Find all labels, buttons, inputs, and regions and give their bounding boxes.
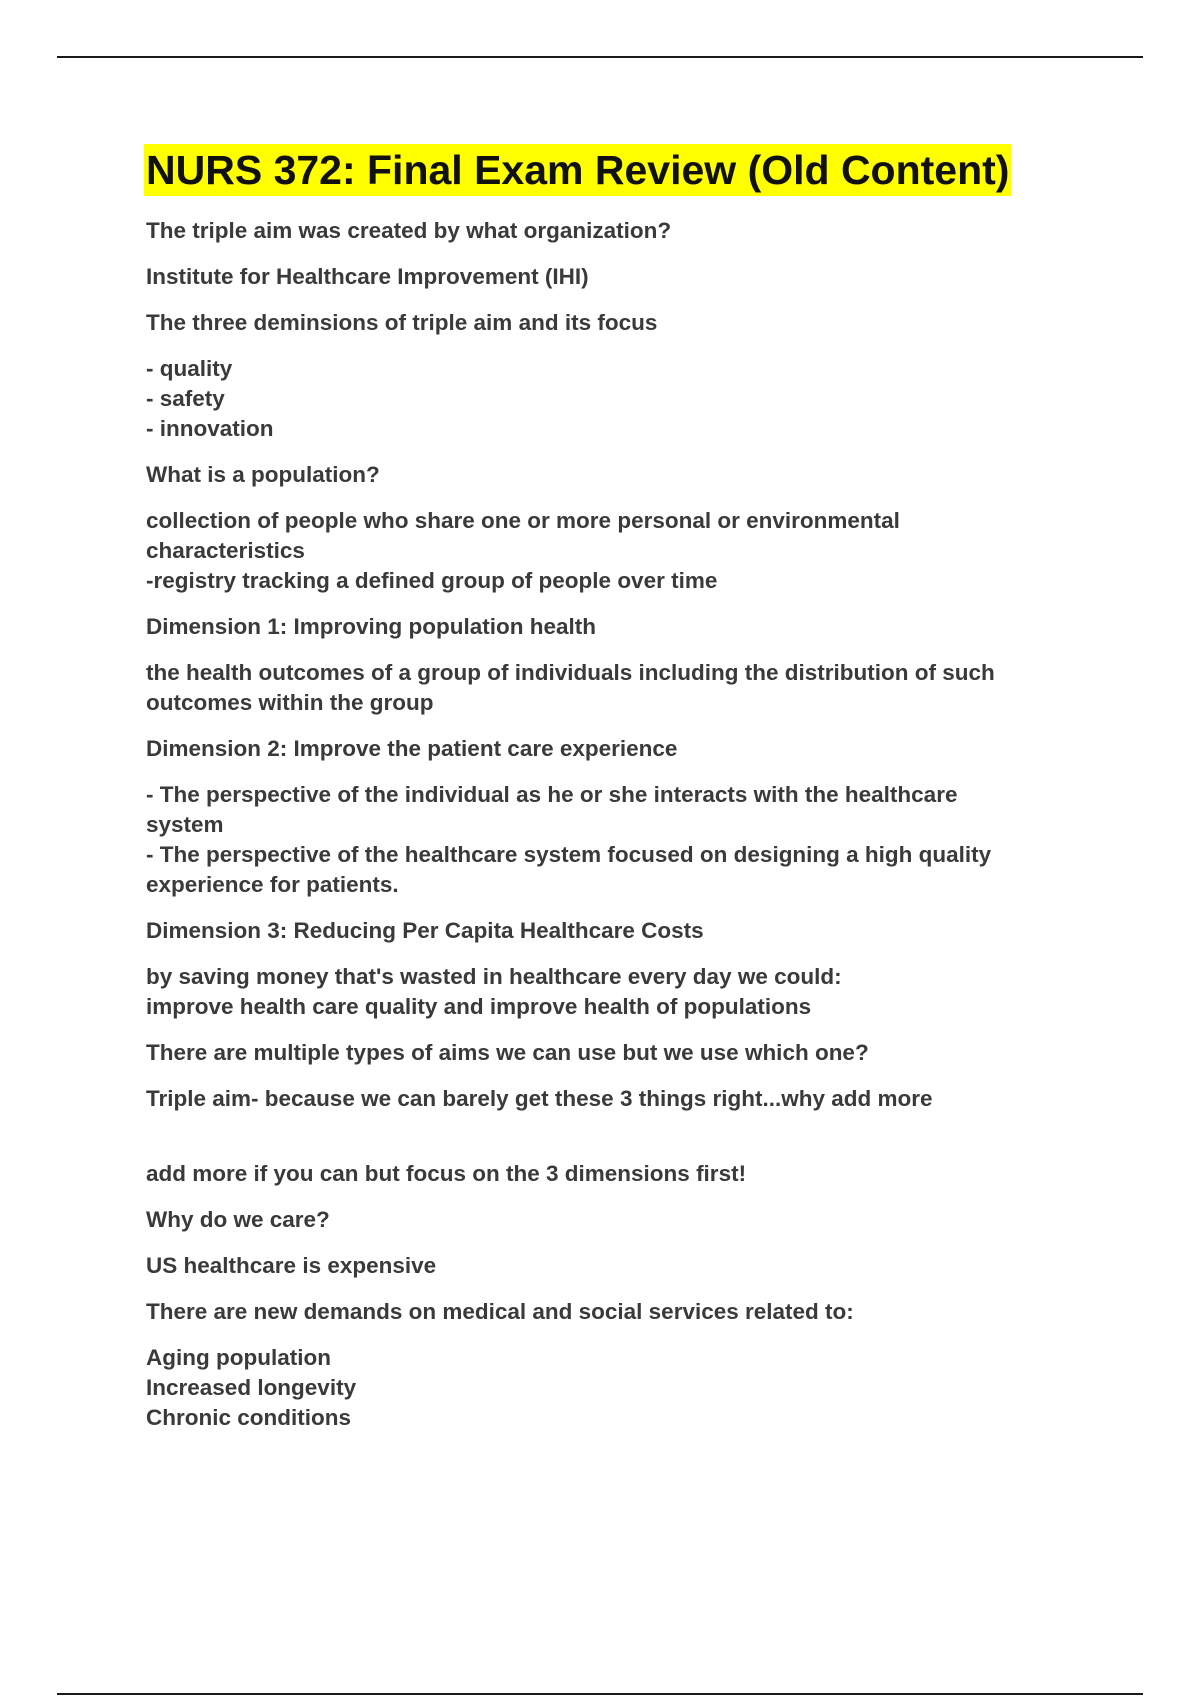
text-block-11 [146,916,1086,946]
text-line: add more if you can but focus on the 3 dimensions first! [146,1161,747,1186]
top-rule [57,56,1143,58]
text-line: Aging population [146,1345,331,1370]
text-line: system [146,812,224,837]
text-block-12 [146,962,1086,1022]
text-line: - The perspective of the healthcare system focused on designing a high quality [146,842,992,867]
text-block-18 [146,1297,1086,1327]
text-line: Triple aim- because we can barely get these 3 things right...why add more [146,1086,933,1111]
text-line: -registry tracking a defined group of people over time [146,568,718,593]
text-line: collection of people who share one or more personal or environmental [146,508,900,533]
text-line: - The perspective of the individual as he or she interacts with the healthcare [146,782,958,807]
text-line: Dimension 1: Improving population health [146,614,597,639]
text-block-8 [146,658,1086,718]
text-line: - innovation [146,416,274,441]
text-line: The three deminsions of triple aim and its focus [146,310,658,335]
text-block-16 [146,1205,1086,1235]
text-block-9 [146,734,1086,764]
text-line: - quality [146,356,233,381]
text-line: Increased longevity [146,1375,357,1400]
text-block-3 [146,308,1086,338]
document-title: NURS 372: Final Exam Review (Old Content) [144,144,1011,196]
text-block-13 [146,1038,1086,1068]
text-line: the health outcomes of a group of individuals including the distribution of such [146,660,995,685]
text-block-10 [146,780,1086,900]
text-block-15 [146,1159,1086,1189]
text-line: There are new demands on medical and social services related to: [146,1299,854,1324]
text-line: Why do we care? [146,1207,330,1232]
text-block-5 [146,460,1086,490]
text-line: There are multiple types of aims we can use but we use which one? [146,1040,869,1065]
text-block-4 [146,354,1086,444]
document-body [146,144,1086,1449]
text-line: Institute for Healthcare Improvement (IHI) [146,264,589,289]
text-line: - safety [146,386,225,411]
text-block-17 [146,1251,1086,1281]
text-line: characteristics [146,538,305,563]
text-line: by saving money that's wasted in healthcare every day we could: [146,964,842,989]
text-line: Chronic conditions [146,1405,351,1430]
text-block-6 [146,506,1086,596]
text-line: What is a population? [146,462,380,487]
text-line: Dimension 3: Reducing Per Capita Healthcare Costs [146,918,704,943]
text-line: US healthcare is expensive [146,1253,437,1278]
text-block-1 [146,216,1086,246]
text-line: experience for patients. [146,872,399,897]
text-block-7 [146,612,1086,642]
text-line: Dimension 2: Improve the patient care experience [146,736,678,761]
text-block-19 [146,1343,1086,1433]
bottom-rule [57,1693,1143,1695]
text-block-14 [146,1084,1086,1114]
text-line: improve health care quality and improve health of populations [146,994,812,1019]
text-block-2 [146,262,1086,292]
text-line: outcomes within the group [146,690,434,715]
text-line: The triple aim was created by what organization? [146,218,672,243]
